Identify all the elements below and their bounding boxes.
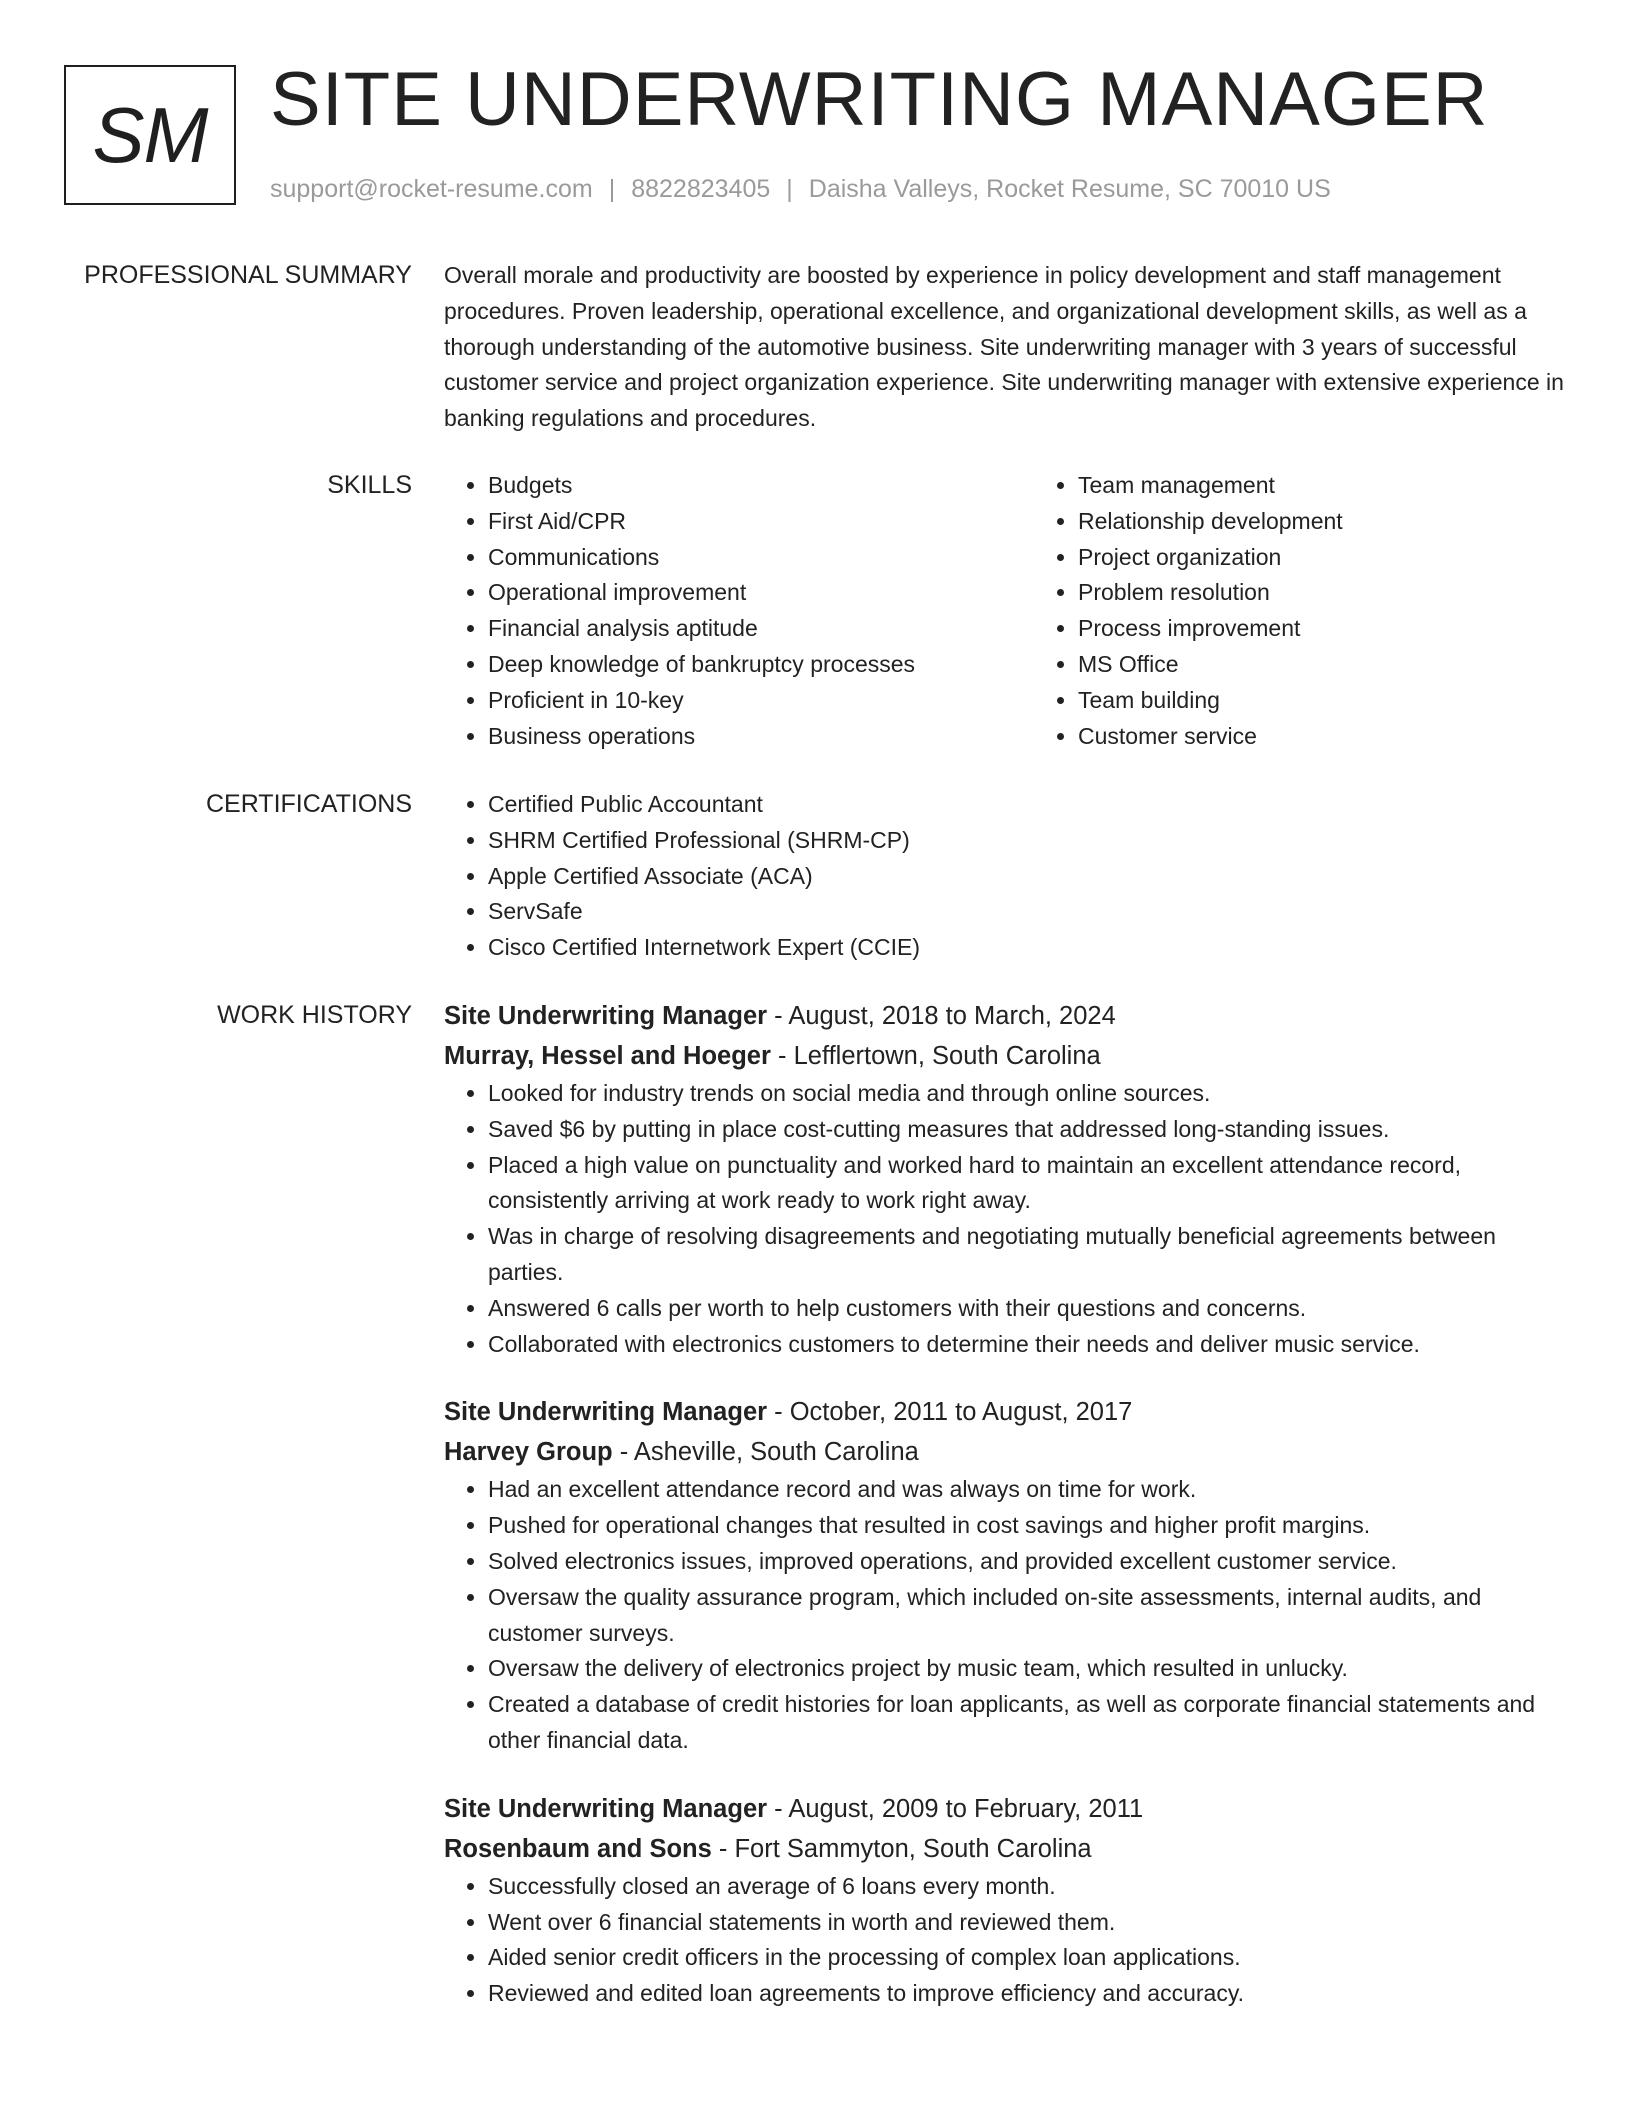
certification-item: • Certified Public Accountant xyxy=(488,787,1564,823)
job-dash: - xyxy=(767,1794,789,1823)
job-bullet: • Oversaw the quality assurance program, which included on-site assessments, internal audits, and customer surveys. xyxy=(488,1580,1564,1652)
skill-item: • Relationship development xyxy=(1078,504,1624,540)
skills-body xyxy=(444,468,1564,754)
job-entry xyxy=(444,996,1564,1362)
job-bullets xyxy=(444,1472,1564,1758)
work-history-body xyxy=(444,996,1564,2042)
job-bullets xyxy=(444,1869,1564,2012)
skill-item: • Financial analysis aptitude xyxy=(488,611,1034,647)
job-dash: - xyxy=(612,1438,634,1467)
job-bullet: • Collaborated with electronics customers to determine their needs and deliver music service. xyxy=(488,1327,1564,1363)
skill-item: • Proficient in 10-key xyxy=(488,683,1034,719)
certification-item: • ServSafe xyxy=(488,894,1564,930)
certifications-list xyxy=(444,787,1564,966)
job-bullet: • Went over 6 financial statements in worth and reviewed them. xyxy=(488,1905,1564,1941)
job-company-line xyxy=(444,1432,1564,1472)
certifications-label: CERTIFICATIONS xyxy=(205,790,412,818)
job-dash: - xyxy=(767,1002,789,1030)
job-bullet: • Successfully closed an average of 6 loans every month. xyxy=(488,1869,1564,1905)
job-dash: - xyxy=(767,1398,790,1427)
skill-item: • Team building xyxy=(1078,683,1624,719)
skill-item: • Team management xyxy=(1078,468,1624,504)
skills-left-list xyxy=(444,468,1034,754)
job-location: Fort Sammyton, South Carolina xyxy=(734,1834,1092,1863)
job-title: Site Underwriting Manager xyxy=(444,1398,768,1427)
monogram-initials: SM xyxy=(92,90,208,179)
skill-item: • Customer service xyxy=(1078,719,1624,755)
skill-item: • Communications xyxy=(488,540,1034,576)
skill-item: • Operational improvement xyxy=(488,575,1034,611)
summary-body xyxy=(444,258,1564,437)
job-bullet: • Answered 6 calls per worth to help customers with their questions and concerns. xyxy=(488,1291,1564,1327)
contact-phone: 8822823405 xyxy=(631,175,771,203)
job-bullet: • Had an excellent attendance record and was always on time for work. xyxy=(488,1472,1564,1508)
contact-address: Daisha Valleys, Rocket Resume, SC 70010 US xyxy=(808,175,1331,203)
skill-item: • Problem resolution xyxy=(1078,575,1624,611)
job-company: Murray, Hessel and Hoeger xyxy=(444,1042,771,1070)
job-title: Site Underwriting Manager xyxy=(444,1794,768,1823)
job-bullet: • Placed a high value on punctuality and worked hard to maintain an excellent attendance record, consistently arriving at work ready to work right away. xyxy=(488,1148,1564,1220)
contact-email: support@rocket-resume.com xyxy=(270,175,593,203)
job-bullet: • Was in charge of resolving disagreements and negotiating mutually beneficial agreements between parties. xyxy=(488,1219,1564,1291)
job-dash: - xyxy=(770,1042,794,1070)
job-bullet: • Reviewed and edited loan agreements to improve efficiency and accuracy. xyxy=(488,1976,1564,2012)
certification-item: • Apple Certified Associate (ACA) xyxy=(488,859,1564,895)
certification-item: • Cisco Certified Internetwork Expert (CCIE) xyxy=(488,930,1564,966)
job-bullet: • Pushed for operational changes that resulted in cost savings and higher profit margins. xyxy=(488,1508,1564,1544)
skills-label: SKILLS xyxy=(327,471,412,499)
work-history-label: WORK HISTORY xyxy=(217,1001,412,1029)
skills-right-list xyxy=(1034,468,1624,754)
job-bullet: • Oversaw the delivery of electronics project by music team, which resulted in unlucky. xyxy=(488,1651,1564,1687)
job-company-line xyxy=(444,1829,1564,1869)
skill-item: • MS Office xyxy=(1078,647,1624,683)
job-bullet: • Saved $6 by putting in place cost-cutting measures that addressed long-standing issues. xyxy=(488,1112,1564,1148)
job-title-line xyxy=(444,1789,1564,1829)
job-company-line xyxy=(444,1036,1564,1076)
contact-line xyxy=(270,175,1331,204)
certifications-body xyxy=(444,787,1564,966)
job-title-line xyxy=(444,1392,1564,1432)
job-dash: - xyxy=(711,1834,735,1863)
job-dates: August, 2009 to February, 2011 xyxy=(788,1794,1144,1823)
job-location: Lefflertown, South Carolina xyxy=(793,1042,1101,1070)
job-bullet: • Looked for industry trends on social media and through online sources. xyxy=(488,1076,1564,1112)
job-title-line xyxy=(444,996,1564,1036)
summary-label: PROFESSIONAL SUMMARY xyxy=(84,261,412,289)
skill-item: • Budgets xyxy=(488,468,1034,504)
job-bullet: • Created a database of credit histories for loan applicants, as well as corporate financial statements and other financial data. xyxy=(488,1687,1564,1759)
job-dates: October, 2011 to August, 2017 xyxy=(789,1398,1133,1427)
job-title: Site Underwriting Manager xyxy=(444,1002,768,1030)
job-bullets xyxy=(444,1076,1564,1362)
skill-item: • Process improvement xyxy=(1078,611,1624,647)
job-company: Rosenbaum and Sons xyxy=(444,1834,712,1863)
job-location: Asheville, South Carolina xyxy=(633,1438,919,1467)
skill-item: • First Aid/CPR xyxy=(488,504,1034,540)
skills-columns xyxy=(444,468,1564,754)
job-dates: August, 2018 to March, 2024 xyxy=(788,1002,1116,1030)
summary-text: Overall morale and productivity are boosted by experience in policy development and staff management procedures. Proven leadership, operational excellence, and organizational development skills, as well as a thorough understanding of the automotive business. Site underwriting manager with 3 years of successful customer service and project organization experience. Site underwriting manager with extensive experience in banking regulations and procedures. xyxy=(444,262,1564,432)
skill-item: • Project organization xyxy=(1078,540,1624,576)
certification-item: • SHRM Certified Professional (SHRM-CP) xyxy=(488,823,1564,859)
job-company: Harvey Group xyxy=(444,1438,613,1467)
skill-item: • Business operations xyxy=(488,719,1034,755)
contact-separator: | xyxy=(608,175,616,203)
job-entry xyxy=(444,1392,1564,1758)
job-bullet: • Aided senior credit officers in the processing of complex loan applications. xyxy=(488,1940,1564,1976)
skill-item: • Deep knowledge of bankruptcy processes xyxy=(488,647,1034,683)
job-entry xyxy=(444,1789,1564,2012)
job-bullet: • Solved electronics issues, improved operations, and provided excellent customer service. xyxy=(488,1544,1564,1580)
contact-separator: | xyxy=(786,175,793,203)
resume-title: SITE UNDERWRITING MANAGER xyxy=(270,57,1489,142)
monogram-box xyxy=(64,65,236,205)
